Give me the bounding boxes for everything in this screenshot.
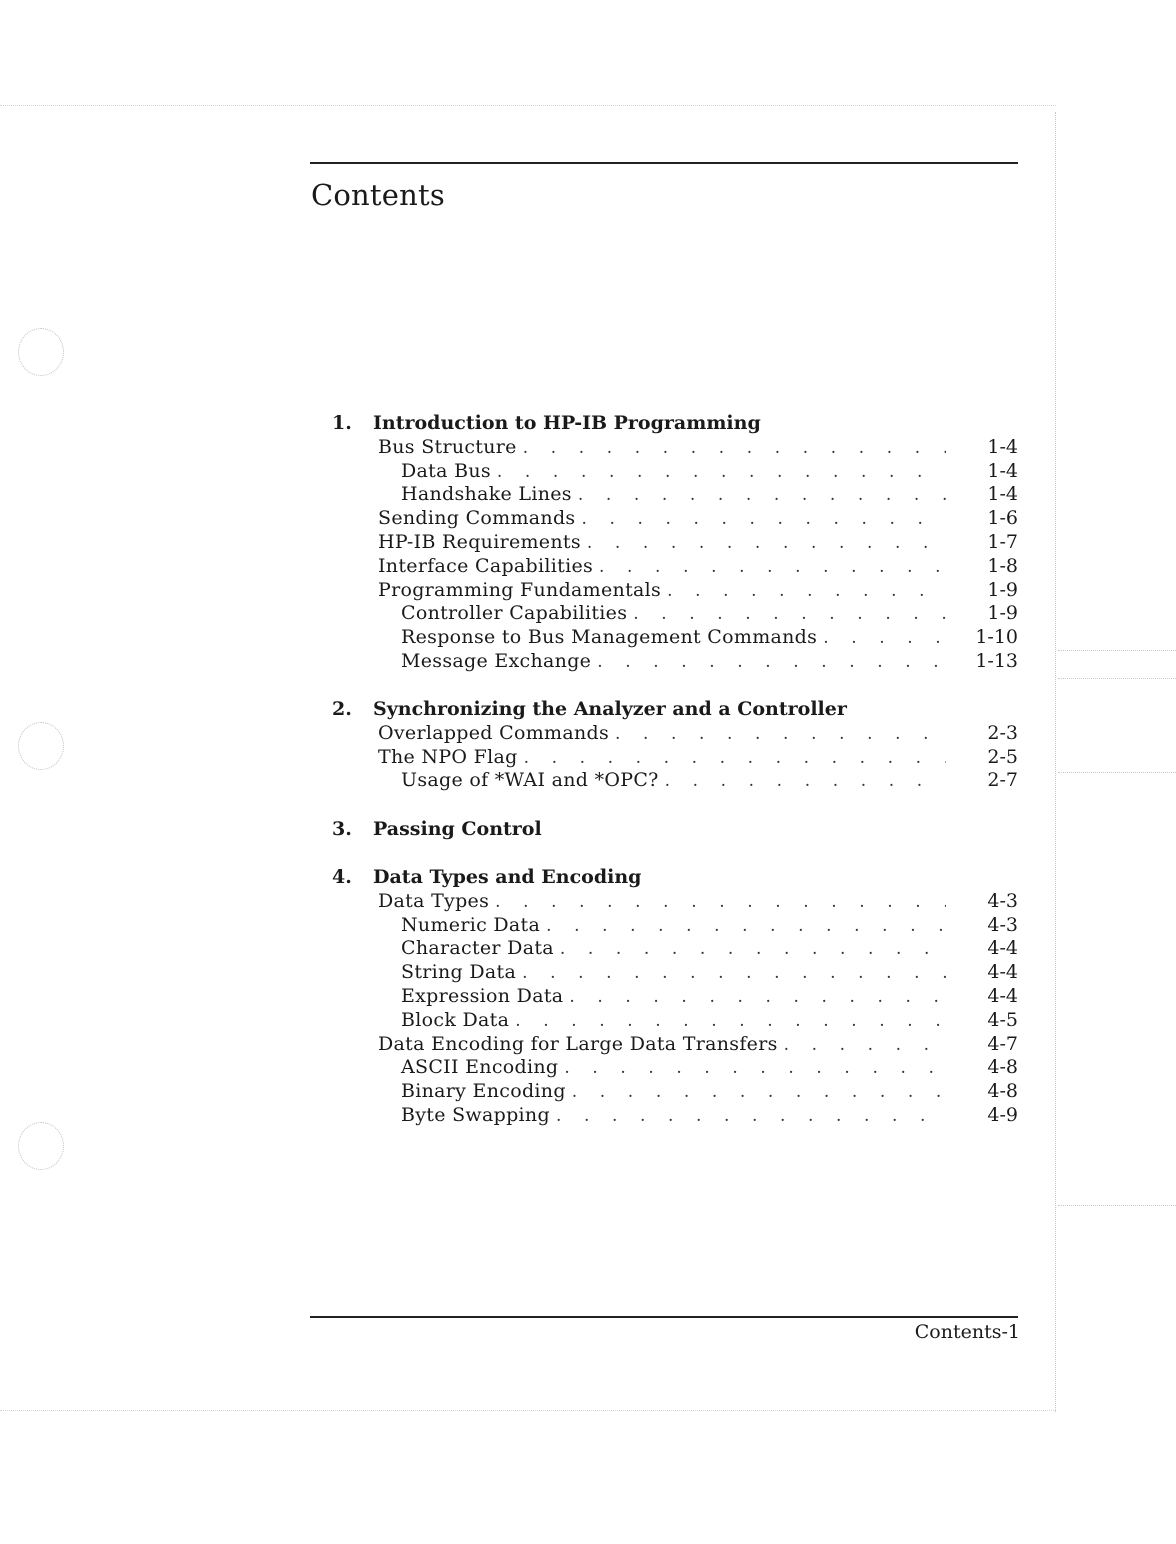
entry-page-number: 4-9 (987, 1104, 1018, 1126)
scan-tick (1058, 650, 1176, 651)
dot-leader (522, 963, 946, 983)
entry-page-number: 4-8 (987, 1080, 1018, 1103)
entry-page-number: 2-5 (987, 745, 1018, 768)
dot-leader (587, 533, 946, 553)
entry-page-number: 1-9 (987, 602, 1018, 625)
dot-leader (665, 771, 946, 791)
dot-leader (667, 581, 946, 601)
punch-hole (18, 328, 64, 376)
toc-section[interactable] (378, 436, 1018, 460)
page-title: Contents (311, 178, 445, 212)
entry-label: Message Exchange (401, 650, 592, 672)
entry-label: Block Data (401, 1008, 510, 1031)
punch-hole (18, 1122, 64, 1170)
chapter-number: 1. (332, 412, 352, 434)
chapter-number: 4. (332, 866, 352, 888)
scan-edge-top (0, 105, 1056, 106)
scan-tick (1058, 678, 1176, 679)
entry-label: Interface Capabilities (378, 554, 594, 577)
toc-section[interactable] (378, 579, 1018, 603)
entry-page-number: 1-6 (987, 507, 1018, 530)
dot-leader (597, 652, 946, 672)
dot-leader (572, 1082, 946, 1102)
entry-page-number: 4-3 (987, 889, 1018, 912)
toc-chapter[interactable] (0, 818, 1176, 844)
toc-section[interactable] (378, 890, 1018, 914)
toc-subsection[interactable] (401, 460, 1018, 484)
entry-label: Expression Data (401, 985, 564, 1007)
entry-label: Data Encoding for Large Data Transfers (378, 1032, 778, 1055)
toc-section[interactable] (378, 555, 1018, 579)
dot-leader (497, 462, 946, 482)
page-footer: Contents-1 (914, 1321, 1020, 1343)
entry-page-number: 1-4 (987, 435, 1018, 458)
toc-chapter[interactable] (0, 698, 1176, 724)
entry-label: Programming Fundamentals (378, 578, 662, 601)
entry-page-number: 4-4 (987, 961, 1018, 984)
entry-page-number: 1-13 (975, 650, 1018, 672)
toc-section[interactable] (378, 531, 1018, 555)
entry-label: Numeric Data (401, 913, 541, 936)
toc-section[interactable] (378, 746, 1018, 770)
chapter-title: Introduction to HP-IB Programming (373, 412, 761, 434)
entry-label: The NPO Flag (378, 745, 518, 768)
entry-label: Usage of *WAI and *OPC? (401, 769, 659, 792)
entry-page-number: 4-3 (987, 913, 1018, 936)
toc-subsection[interactable] (401, 985, 1018, 1009)
dot-leader (569, 987, 946, 1007)
entry-page-number: 1-4 (987, 483, 1018, 506)
entry-page-number: 4-5 (987, 1008, 1018, 1031)
punch-hole (18, 722, 64, 770)
toc-subsection[interactable] (401, 1080, 1018, 1104)
scan-edge-right (1055, 112, 1056, 1412)
entry-page-number: 1-9 (987, 578, 1018, 601)
entry-label: ASCII Encoding (401, 1056, 559, 1079)
toc-section[interactable] (378, 722, 1018, 746)
header-rule (310, 162, 1018, 164)
dot-leader (615, 724, 946, 744)
chapter-title: Passing Control (373, 818, 542, 840)
dot-leader (564, 1058, 946, 1078)
toc-chapter[interactable] (0, 866, 1176, 892)
entry-label: Handshake Lines (401, 483, 572, 506)
dot-leader (523, 438, 946, 458)
entry-page-number: 1-10 (975, 626, 1018, 649)
entry-label: Overlapped Commands (378, 721, 610, 744)
entry-label: String Data (401, 961, 517, 984)
dot-leader (524, 748, 946, 768)
entry-label: HP-IB Requirements (378, 531, 581, 553)
dot-leader (581, 509, 946, 529)
toc-chapter[interactable] (0, 412, 1176, 438)
entry-label: Character Data (401, 937, 554, 960)
toc-subsection[interactable] (401, 602, 1018, 626)
chapter-number: 2. (332, 698, 352, 720)
entry-label: Bus Structure (378, 435, 517, 458)
toc-subsection[interactable] (401, 1104, 1018, 1128)
dot-leader (546, 916, 946, 936)
entry-label: Byte Swapping (401, 1104, 550, 1126)
toc-subsection[interactable] (401, 937, 1018, 961)
dot-leader (784, 1035, 946, 1055)
toc-subsection[interactable] (401, 626, 1018, 650)
entry-label: Response to Bus Management Commands (401, 626, 818, 649)
entry-label: Data Bus (401, 459, 491, 482)
entry-page-number: 1-8 (987, 554, 1018, 577)
dot-leader (823, 628, 946, 648)
scan-tick (1058, 772, 1176, 773)
entry-page-number: 2-3 (987, 721, 1018, 744)
toc-subsection[interactable] (401, 1009, 1018, 1033)
chapter-title: Synchronizing the Analyzer and a Controller (373, 698, 847, 720)
entry-page-number: 4-8 (987, 1056, 1018, 1079)
toc-subsection[interactable] (401, 650, 1018, 674)
dot-leader (599, 557, 946, 577)
toc-subsection[interactable] (401, 483, 1018, 507)
entry-page-number: 1-4 (987, 459, 1018, 482)
entry-label: Binary Encoding (401, 1080, 566, 1103)
entry-page-number: 1-7 (987, 531, 1018, 553)
dot-leader (495, 892, 946, 912)
dot-leader (556, 1106, 946, 1126)
toc-subsection[interactable] (401, 1056, 1018, 1080)
entry-page-number: 4-4 (987, 937, 1018, 960)
footer-rule (310, 1316, 1018, 1318)
entry-label: Controller Capabilities (401, 602, 628, 625)
toc-subsection[interactable] (401, 769, 1018, 793)
toc-section[interactable] (378, 1033, 1018, 1057)
toc-subsection[interactable] (401, 914, 1018, 938)
scan-edge-bottom (0, 1410, 1056, 1411)
scan-tick (1058, 1205, 1176, 1206)
entry-page-number: 4-7 (987, 1032, 1018, 1055)
dot-leader (578, 485, 946, 505)
entry-label: Data Types (378, 889, 490, 912)
dot-leader (560, 939, 946, 959)
toc-subsection[interactable] (401, 961, 1018, 985)
chapter-number: 3. (332, 818, 352, 840)
dot-leader (633, 604, 946, 624)
toc-section[interactable] (378, 507, 1018, 531)
entry-page-number: 4-4 (987, 985, 1018, 1007)
dot-leader (515, 1011, 946, 1031)
entry-label: Sending Commands (378, 507, 576, 530)
entry-page-number: 2-7 (987, 769, 1018, 792)
chapter-title: Data Types and Encoding (373, 866, 642, 888)
